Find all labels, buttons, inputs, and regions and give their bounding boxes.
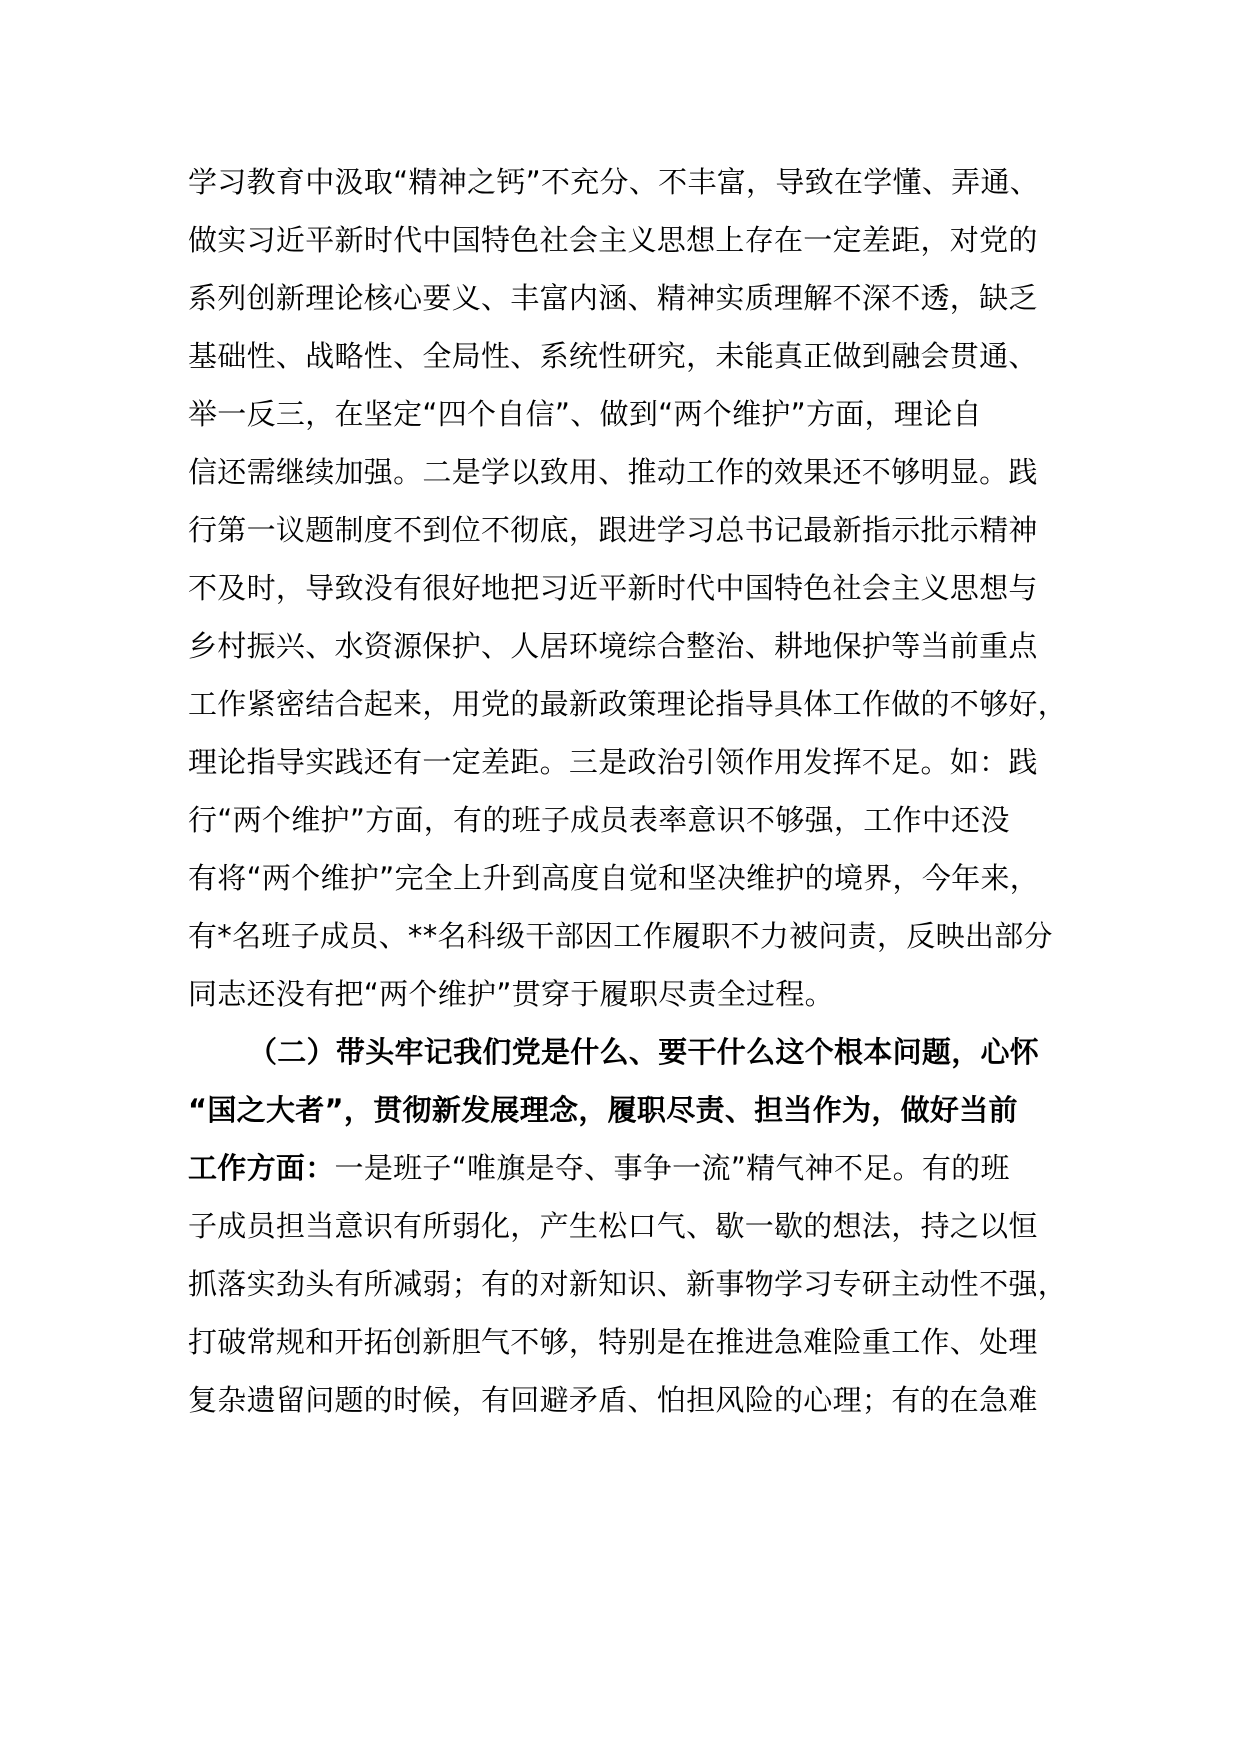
paragraph-line: 基础性、战略性、全局性、系统性研究，未能真正做到融会贯通、 [188, 339, 1038, 373]
paragraph-line: 行第一议题制度不到位不彻底，跟进学习总书记最新指示批示精神 [188, 513, 1038, 547]
paragraph-text: 一是班子“唯旗是夺、事争一流”精气神不足。有的班 [334, 1151, 1010, 1185]
paragraph-line: 行“两个维护”方面，有的班子成员表率意识不够强，工作中还没 [188, 803, 1010, 837]
paragraph-line: 乡村振兴、水资源保护、人居环境综合整治、耕地保护等当前重点 [188, 629, 1038, 663]
paragraph-line: 抓落实劲头有所减弱；有的对新知识、新事物学习专研主动性不强， [188, 1267, 1068, 1301]
section-heading: （二）带头牢记我们党是什么、要干什么这个根本问题，心怀 [248, 1035, 1040, 1069]
paragraph-line: 信还需继续加强。二是学以致用、推动工作的效果还不够明显。践 [188, 455, 1038, 489]
section-heading-end: 工作方面： [188, 1151, 335, 1185]
paragraph-line: 系列创新理论核心要义、丰富内涵、精神实质理解不深不透，缺乏 [188, 281, 1038, 315]
paragraph-line: 举一反三，在坚定“四个自信”、做到“两个维护”方面，理论自 [188, 397, 982, 431]
paragraph-line: 学习教育中汲取“精神之钙”不充分、不丰富，导致在学懂、弄通、 [188, 165, 1040, 199]
paragraph-line: 理论指导实践还有一定差距。三是政治引领作用发挥不足。如：践 [188, 745, 1038, 779]
section-heading: “国之大者”，贯彻新发展理念，履职尽责、担当作为，做好当前 [188, 1093, 1018, 1127]
paragraph-line: 子成员担当意识有所弱化，产生松口气、歇一歇的想法，持之以恒 [188, 1209, 1038, 1243]
paragraph-line: 同志还没有把“两个维护”贯穿于履职尽责全过程。 [188, 977, 834, 1011]
paragraph-line: 打破常规和开拓创新胆气不够，特别是在推进急难险重工作、处理 [188, 1325, 1038, 1359]
paragraph-line: 做实习近平新时代中国特色社会主义思想上存在一定差距，对党的 [188, 223, 1038, 257]
section-heading-line [188, 1136, 1010, 1200]
paragraph-line: 工作紧密结合起来，用党的最新政策理论指导具体工作做的不够好， [188, 687, 1068, 721]
paragraph-line: 不及时，导致没有很好地把习近平新时代中国特色社会主义思想与 [188, 571, 1038, 605]
paragraph-line: 有*名班子成员、**名科级干部因工作履职不力被问责，反映出部分 [188, 919, 1053, 953]
paragraph-line: 复杂遗留问题的时候，有回避矛盾、怕担风险的心理；有的在急难 [188, 1383, 1038, 1417]
paragraph-line: 有将“两个维护”完全上升到高度自觉和坚决维护的境界，今年来， [188, 861, 1040, 895]
